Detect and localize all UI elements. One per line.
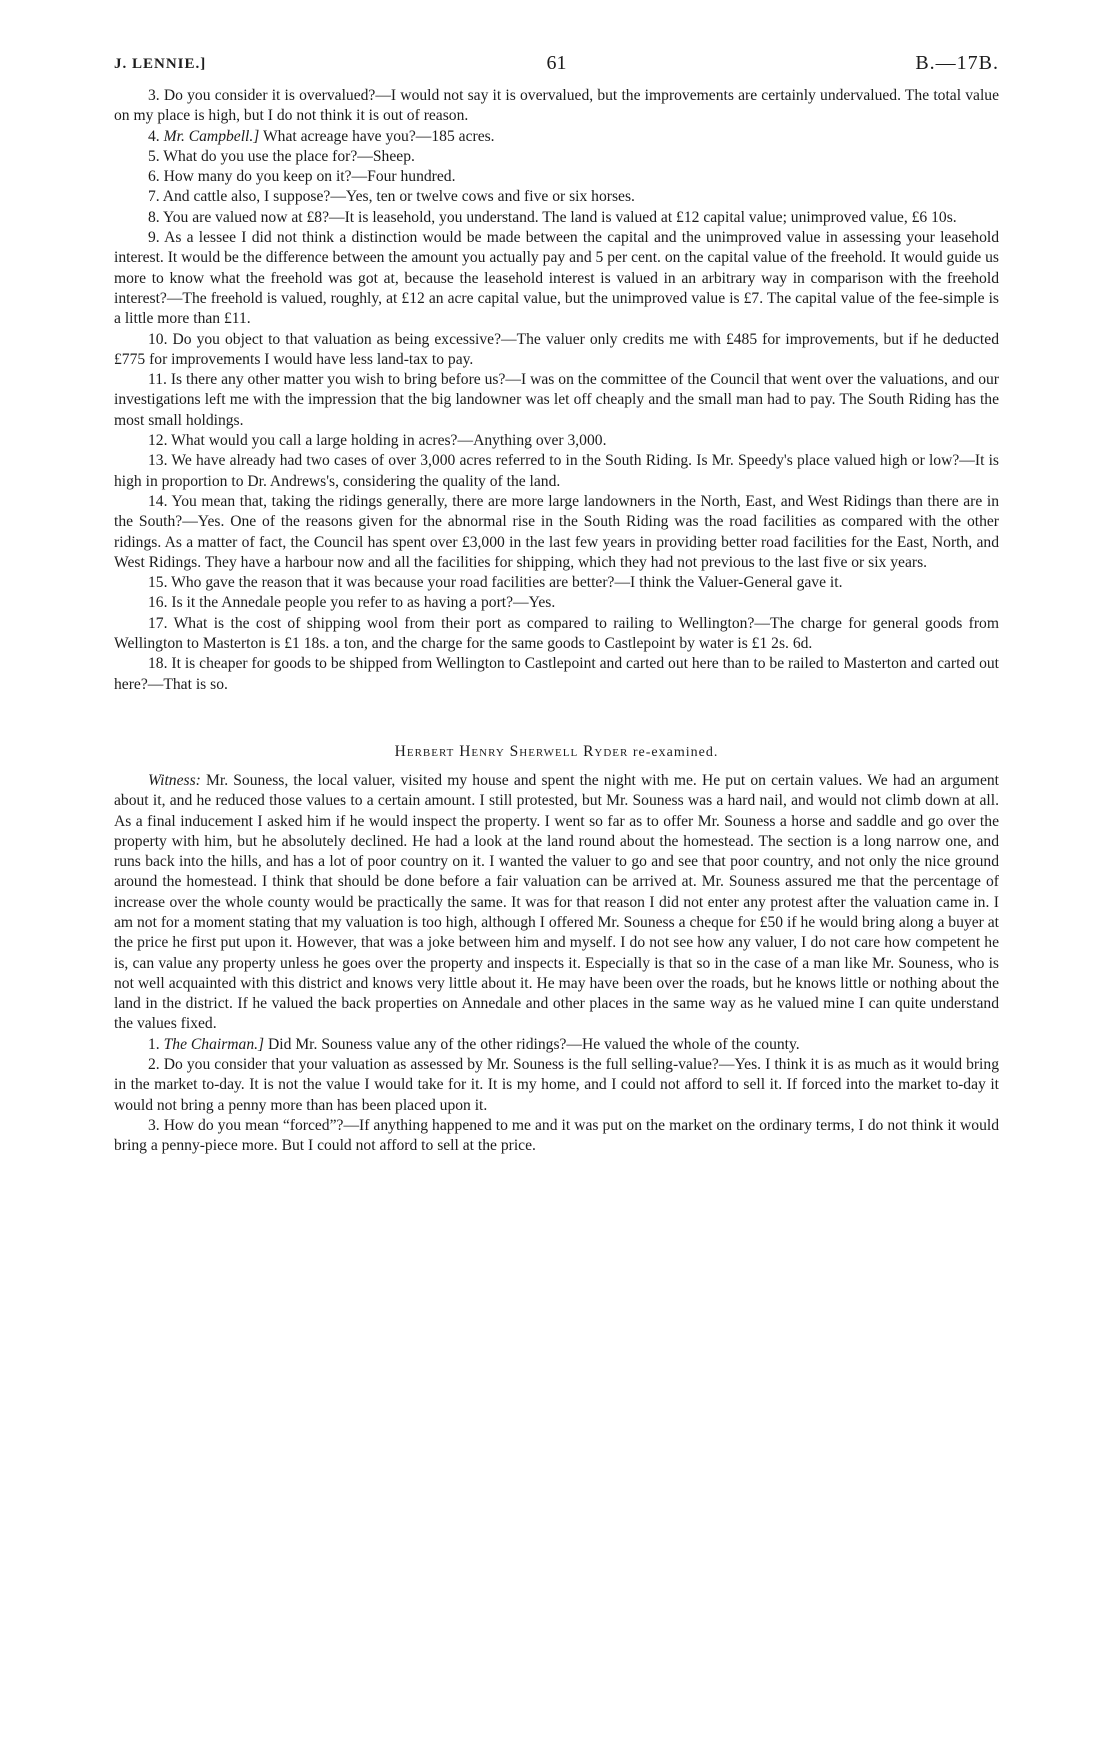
question-3-ryder: 3. How do you mean “forced”?—If anything happened to me and it was put on the market on the ordinary terms, I do not think it would bring a penny-piece more. But I could not afford to sell at the price.: [114, 1116, 999, 1155]
evidence-section-ryder: [114, 771, 999, 1157]
question-18: 18. It is cheaper for goods to be shipped from Wellington to Castlepoint and carted out here than to be railed to Masterton and carted out here?—That is so.: [114, 655, 999, 693]
page-header: [114, 52, 999, 86]
question-15: 15. Who gave the reason that it was because your road facilities are better?—I think the Valuer-General gave it.: [148, 574, 843, 592]
question-16: 16. Is it the Annedale people you refer to as having a port?—Yes.: [148, 594, 556, 612]
witness-heading: [114, 743, 999, 761]
question-5: 5. What do you use the place for?—Sheep.: [148, 147, 415, 165]
question-13: 13. We have already had two cases of over 3,000 acres referred to in the South Riding. Is Mr. Speedy's place valued high or low?—It is high in proportion to Dr. Andrews's, considering the quality of the land.: [114, 452, 999, 490]
witness-status: re-examined.: [632, 744, 719, 760]
speaker-label: Witness:: [148, 771, 201, 789]
witness-statement: Witness: Mr. Souness, the local valuer, visited my house and spent the night with me. He put on certain values. We had an argument about it, and he reduced those values to a certain amount. I still protested, but Mr. Souness was a hard nail, and would not climb down at all. As a final inducement I asked him if he would inspect the property. I went so far as to offer Mr. Souness a horse and saddle and go over the property with him, but he absolutely declined. He had a look at the land round about the homestead. The section is a long narrow one, and runs back into the hills, and has a lot of poor country on it. I wanted the valuer to go and see that poor country, and not only the nice ground around the homestead. I think that should be done before a fair valuation can be arrived at. Mr. Souness assured me that the percentage of increase over the whole county would be practically the same. It was for that reason I did not enter any protest after the valuation came in. I am not for a moment stating that my valuation is too high, although I offered Mr. Souness a cheque for £50 if he would bring along a buyer at the price he first put upon it. However, that was a joke between him and myself. I do not see how any valuer, I do not care how competent he is, can value any property unless he goes over the property and inspects it. Especially is that so in the case of a man like Mr. Souness, who is not well acquainted with this district and knows very little about it. He may have been over the roads, but he knows little or nothing about the land in the district. If he valued the back properties on Annedale and other places in the same way as he valued mine I can quite understand the values fixed.: [114, 771, 999, 1033]
evidence-section-lennie: [114, 86, 999, 695]
question-12: 12. What would you call a large holding in acres?—Anything over 3,000.: [148, 432, 607, 450]
question-1: 1. The Chairman.] Did Mr. Souness value any of the other ridings?—He valued the whole of the county.: [148, 1035, 800, 1053]
question-9: 9. As a lessee I did not think a distinction would be made between the capital and the unimproved value in assessing your leasehold interest. It would be the difference between the amount you actually pay and 5 per cent. on the capital value of the freehold. It would guide us more to know what the freehold was got at, because the leasehold interest is valued in an arbitrary way in comparison with the freehold interest?—The freehold is valued, roughly, at £12 an acre capital value, but the unimproved value is £7. The capital value of the fee-simple is a little more than £11.: [114, 229, 999, 328]
witness-name: Herbert Henry Sherwell Ryder: [394, 742, 629, 760]
question-3: 3. Do you consider it is overvalued?—I would not say it is overvalued, but the improvements are certainly undervalued. The total value on my place is high, but I do not think it is out of reason.: [114, 87, 999, 125]
question-6: 6. How many do you keep on it?—Four hundred.: [148, 168, 456, 186]
speaker-label: The Chairman.]: [163, 1035, 265, 1053]
question-17: 17. What is the cost of shipping wool from their port as compared to railing to Wellington?—The charge for general goods from Wellington to Masterton is £1 18s. a ton, and the charge for the same goods to Castlepoint by water is £1 2s. 6d.: [114, 614, 999, 653]
running-head-witness: J. LENNIE.]: [114, 56, 207, 72]
question-2: 2. Do you consider that your valuation as assessed by Mr. Souness is the full selling-value?—Yes. I think it is as much as it would bring in the market to-day. It is not the value I would take for it. It is my home, and I could not afford to sell it. If forced into the market to-day it would not bring a penny more than has been placed upon it.: [114, 1056, 999, 1114]
question-14: 14. You mean that, taking the ridings generally, there are more large landowners in the North, East, and West Ridings than there are in the South?—Yes. One of the reasons given for the abnormal rise in the South Riding was the road facilities as compared with the other ridings. As a matter of fact, the Council has spent over £3,000 in the last few years in providing better road facilities for the East, North, and West Ridings. They have a harbour now and all the facilities for shipping, which they had not previous to the last five or six years.: [114, 492, 999, 571]
question-7: 7. And cattle also, I suppose?—Yes, ten or twelve cows and five or six horses.: [148, 188, 635, 206]
page-number: 61: [546, 52, 567, 74]
paper-reference: B.—17B.: [915, 52, 999, 74]
question-11: 11. Is there any other matter you wish to bring before us?—I was on the committee of the Council that went over the valuations, and our investigations left me with the impression that the big landowner was let off cheaply and the small man had to pay. The South Riding has the most small holdings.: [114, 371, 999, 429]
question-4: 4. Mr. Campbell.] What acreage have you?—185 acres.: [148, 127, 495, 145]
question-10: 10. Do you object to that valuation as being excessive?—The valuer only credits me with £485 for improvements, but if he deducted £775 for improvements I would have less land-tax to pay.: [114, 330, 999, 368]
question-8: 8. You are valued now at £8?—It is leasehold, you understand. The land is valued at £12 capital value; unimproved value, £6 10s.: [148, 208, 957, 226]
speaker-label: Mr. Campbell.]: [163, 127, 260, 145]
